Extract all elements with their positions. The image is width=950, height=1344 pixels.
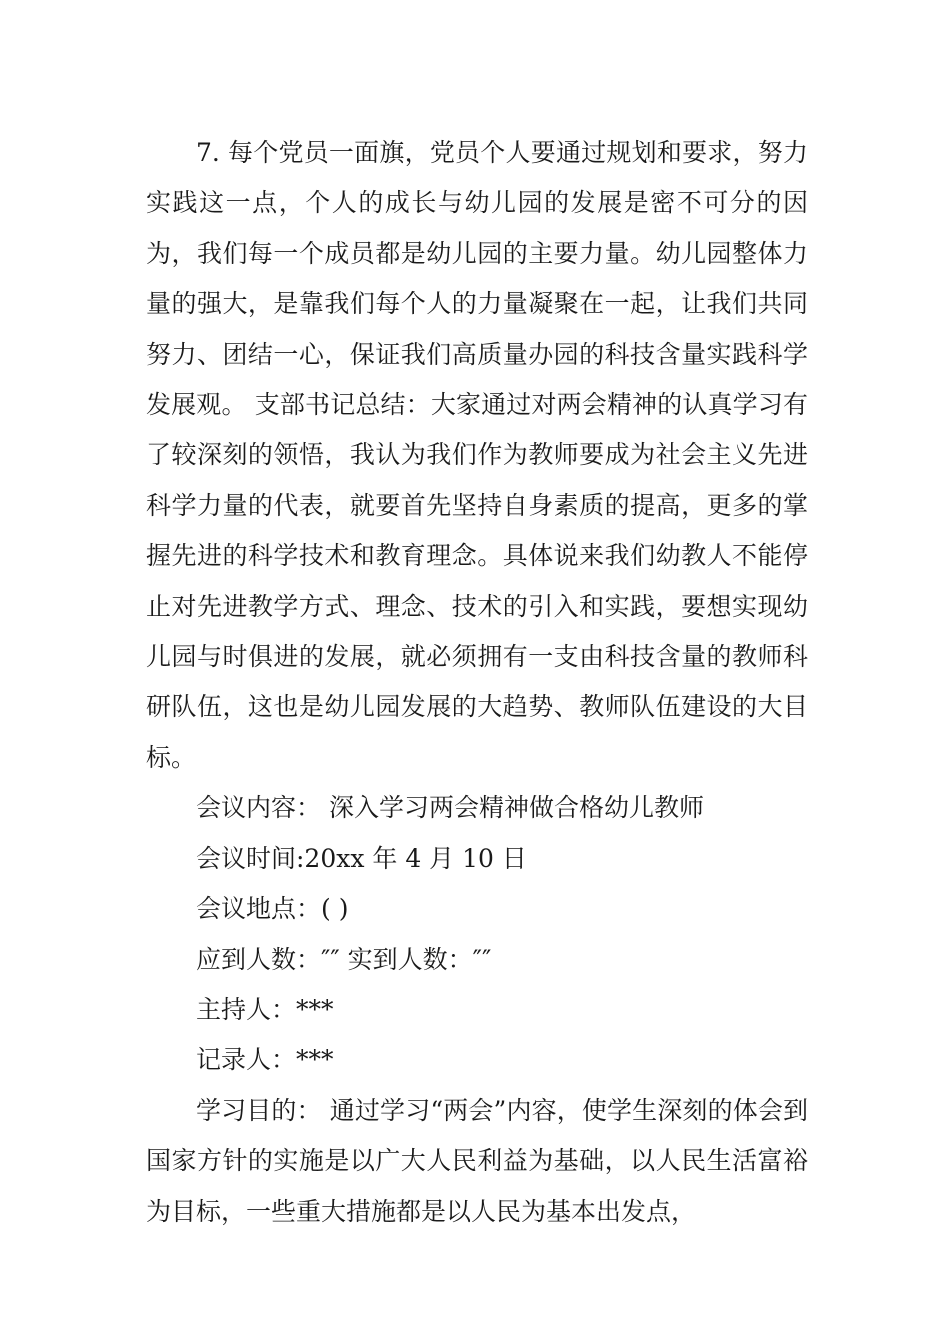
- meeting-place-line: 会议地点：( ): [196, 894, 349, 924]
- meeting-content-line: 会议内容： 深入学习两会精神做合格幼儿教师: [196, 793, 704, 823]
- paragraph-party-member: 7. 每个党员一面旗，党员个人要通过规划和要求，努力实践这一点，个人的成长与幼儿园的发展是密不可分的因为，我们每一个成员都是幼儿园的主要力量。幼儿园整体力量的强大，是靠我们每个人的力量凝聚在一起，让我们共同努力、团结一心，保证我们高质量办园的科技含量实践科学发展观。 支部书记总结：大家通过对两会精神的认真学习有了较深刻的领悟，我认为我们作为教师要成为社会主义先进科学力量的代表，就要首先坚持自身素质的提高，更多的掌握先进的科学技术和教育理念。具体说来我们幼教人不能停止对先进教学方式、理念、技术的引入和实践，要想实现幼儿园与时俱进的发展，就必须拥有一支由科技含量的教师科研队伍，这也是幼儿园发展的大趋势、教师队伍建设的大目标。: [146, 138, 808, 772]
- attendance-line: 应到人数：″″ 实到人数：″″: [196, 944, 492, 974]
- document-body: [146, 128, 808, 1237]
- study-purpose-paragraph: 学习目的： 通过学习“两会”内容，使学生深刻的体会到国家方针的实施是以广大人民利益为基础，以人民生活富裕为目标，一些重大措施都是以人民为基本出发点，: [146, 1095, 808, 1226]
- recorder-line: 记录人：***: [196, 1045, 334, 1075]
- meeting-time-line: 会议时间:20xx 年 4 月 10 日: [196, 843, 527, 873]
- host-line: 主持人：***: [196, 994, 334, 1024]
